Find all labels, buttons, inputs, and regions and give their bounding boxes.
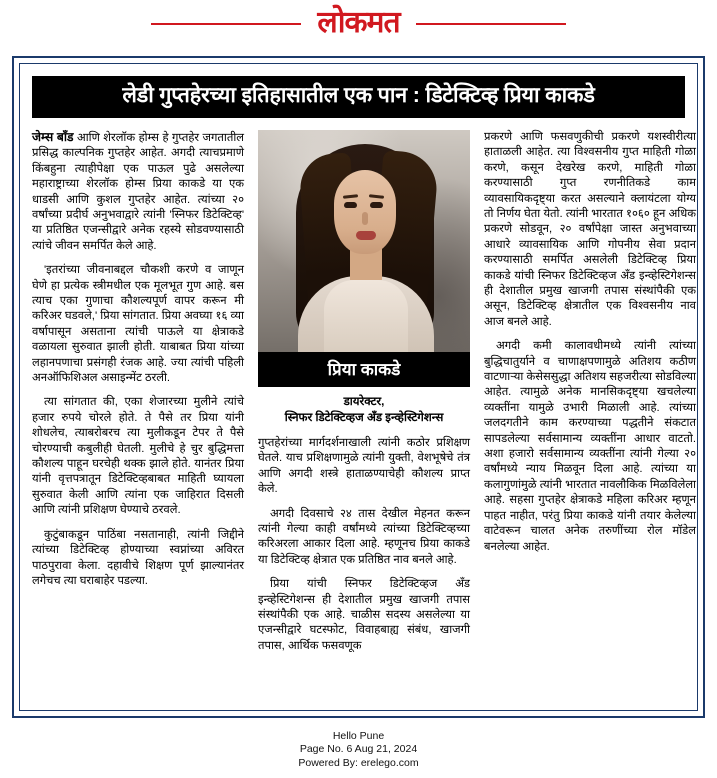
paragraph-text: आणि शेरलॉक होम्स हे गुप्तहेर जगतातील प्रसिद्ध काल्पनिक गुप्तहेर आहेत. अगदी त्याचप्रमाणे किंबहुना त्याहीपेक्षा एक पाऊल पुढे असलेल्या महाराष्ट्राच्या शेरलॉक होम्स प्रिया काकडे या एक धाडसी आणि कुशल गुप्तहेर आहेत. त्यांच्या २० वर्षांच्या प्रदीर्घ अनुभवाद्वारे त्यांनी 'स्निफर डिटेक्टिव्ह' या प्रतिष्ठित एजन्सीद्वारे अनेक रहस्ये सोडवण्यासाठी त्यांचे जीवन समर्पित केले आहे. xyxy=(32,131,245,252)
eye-left xyxy=(344,202,357,208)
paragraph: अगदी दिवसाचे २४ तास देखील मेहनत करून त्यांनी गेल्या काही वर्षांमध्ये त्यांच्या डिटेक्टिव्हच्या करिअरला आकार दिला आहे. म्हणूनच प्रिया काकडे या डिटेक्टिव्ह क्षेत्रात एक प्रतिष्ठित नाव बनले आहे. xyxy=(258,507,470,566)
footer xyxy=(0,730,717,771)
garment-shape xyxy=(324,280,408,352)
photo-block xyxy=(258,130,470,426)
paragraph: प्रिया यांची स्निफर डिटेक्टिव्हज अँड इन्व्हेस्टिगेशन्स ही देशातील प्रमुख खाजगी तपास संस्थांपैकी एक आहे. चाळीस सदस्य असलेल्या या एजन्सीद्वारे घटस्फोट, विवाहबाह्य संबंध, खाजगी तपास, आर्थिक फसवणूक xyxy=(258,578,470,652)
paragraph: गुप्तहेरांच्या मार्गदर्शनाखाली त्यांनी कठोर प्रशिक्षण घेतले. याच प्रशिक्षणामुळे त्यांनी युक्ती, वेशभूषेचे तंत्र आणि अगदी शस्त्रे हाताळण्याचेही कौशल्य प्राप्त केले. xyxy=(258,436,470,496)
article-columns xyxy=(32,129,696,663)
newspaper-logo: लोकमत xyxy=(311,8,405,38)
footer-page-info: Page No. 6 Aug 21, 2024 xyxy=(299,743,418,755)
caption-role-line-2: स्निफर डिटेक्टिव्हज अँड इन्व्हेस्टिगेशन्स xyxy=(284,410,444,424)
column-left xyxy=(32,130,244,598)
photo-caption-name: प्रिया काकडे xyxy=(258,352,470,387)
paragraph: कुटुंबाकडून पाठिंबा नसतानाही, त्यांनी जिद्दीने त्यांच्या डिटेक्टिव्ह होण्याच्या स्वप्नांच्या अविरत पाठपुरावा केला. दहावीचे शिक्षण पूर्ण झाल्यानंतर लगेचच त्या घराबाहेर पडल्या. xyxy=(32,528,244,587)
caption-role-line-1: डायरेक्टर, xyxy=(343,394,385,408)
masthead xyxy=(0,0,717,46)
article-inner-frame xyxy=(19,63,698,711)
photo-caption-role xyxy=(258,394,470,426)
nose-shape xyxy=(362,212,368,225)
lead-in-text: जेम्स बाँड xyxy=(32,129,74,144)
headline: लेडी गुप्तहेरच्या इतिहासातील एक पान : डिटेक्टिव्ह प्रिया काकडे xyxy=(32,76,685,118)
footer-publication: Hello Pune xyxy=(332,729,385,742)
paragraph: 'इतरांच्या जीवनाबद्दल चौकशी करणे व जाणून घेणे हा प्रत्येक स्त्रीमधील एक मूलभूत गुण आहे. बस त्याच एका गुणाचा कौशल्यपूर्ण वापर करून मी करिअर घडवले,' प्रिया सांगतात. प्रिया अवघ्या १६ व्या वर्षापासून असताना त्यांची पाऊले या क्षेत्राकडे वळायला सुरुवात झाली होती. याबाबत प्रिया यांच्या लहानपणाचा प्रसंगही रंजक आहे. ज्या त्यांची पहिली अनऑफिशिअल असाइन्मेंट ठरली. xyxy=(32,264,244,385)
column-right xyxy=(484,130,696,564)
column-middle xyxy=(258,130,470,663)
paragraph xyxy=(32,130,244,254)
paragraph: प्रकरणे आणि फसवणुकीची प्रकरणे यशस्वीरीत्या हाताळली आहेत. त्या विश्वसनीय गुप्त माहिती गोळा करणे, कसून देखरेख करणे, माहिती गोळा करण्यासाठी गुप्त रणनीतिकडे काम व्यावसायिकदृष्ट्या करत असल्याने क्लायंटला योग्य तो निर्णय घेता येतो. त्यांनी भारतात १०६० हून अधिक प्रकरणे सोडवून, २० वर्षांपेक्षा जास्त अनुभवाच्या आधारे व्यावसायिक आणि गोपनीय सेवा प्रदान करण्यासाठी समर्पित असलेली डिटेक्टिव्ह प्रिया काकडे यांची स्निफर डिटेक्टिव्हज अँड इन्व्हेस्टिगेशन्स ही देशातील प्रमुख खाजगी तपास संस्थांपैकी एक असून, डिटेक्टिव्ह क्षेत्रातील एक विश्वसनीय नाव आज बनले आहे. xyxy=(484,130,696,328)
article-frame xyxy=(12,56,705,718)
paragraph: अगदी कमी कालावधीमध्ये त्यांनी त्यांच्या बुद्धिचातुर्याने व चाणाक्षपणामुळे अतिशय कठीण वाटणाऱ्या केसेससुद्धा अतिशय सहजरीत्या सोडविल्या आहेत. त्यामुळे अनेक मानसिकदृष्ट्या खचलेल्या व्यक्तींना यामुळे उभारी मिळाली आहे. त्यांच्या जलदगतीने काम करण्याच्या पद्धतीने संकटात सापडलेल्या सर्वसामान्य व्यक्तींना आधार वाटतो. अशा हजारो सर्वसामान्य व्यक्तींना त्यांनी गेल्या २० वर्षांमध्ये न्याय मिळवून दिला आहे. त्यांच्या या कलागुणांमुळे त्यांनी भारतात नावलौकिक मिळविलेला आहे. सहसा गुप्तहेर क्षेत्राकडे महिला करिअर म्हणून पाहत नाहीत, परंतु प्रिया काकडे यांनी तयार केलेल्या वाटेवरून चालत अनेक तरुणींच्या रोल मॉडेल बनलेल्या आहेत. xyxy=(484,340,696,553)
eye-right xyxy=(370,202,383,208)
portrait-photo xyxy=(258,130,470,352)
paragraph: त्या सांगतात की, एका शेजारच्या मुलीने त्यांचे हजार रुपये चोरले होते. ते पैसे तर प्रिया यांनी शोधलेच, त्याबरोबरच त्या मुलीकडून टेपर ते पैसे चोरण्याची कबुलीही घेतली. मुलीचे हे चुर बुद्धिमत्ता कौशल्य पाहून घरचेही थक्क झाले होते. यानंतर प्रिया यांनी वृत्तपत्रातून डिटेक्टिव्हबाबत माहिती घ्यायला सुरुवात केली आणि त्यांना एक जाहिरात दिसली आणि त्यांनी प्रशिक्षण घेण्याचे ठरवले. xyxy=(32,396,244,517)
footer-powered-by: Powered By: erelego.com xyxy=(298,756,419,769)
lips-shape xyxy=(356,231,376,240)
